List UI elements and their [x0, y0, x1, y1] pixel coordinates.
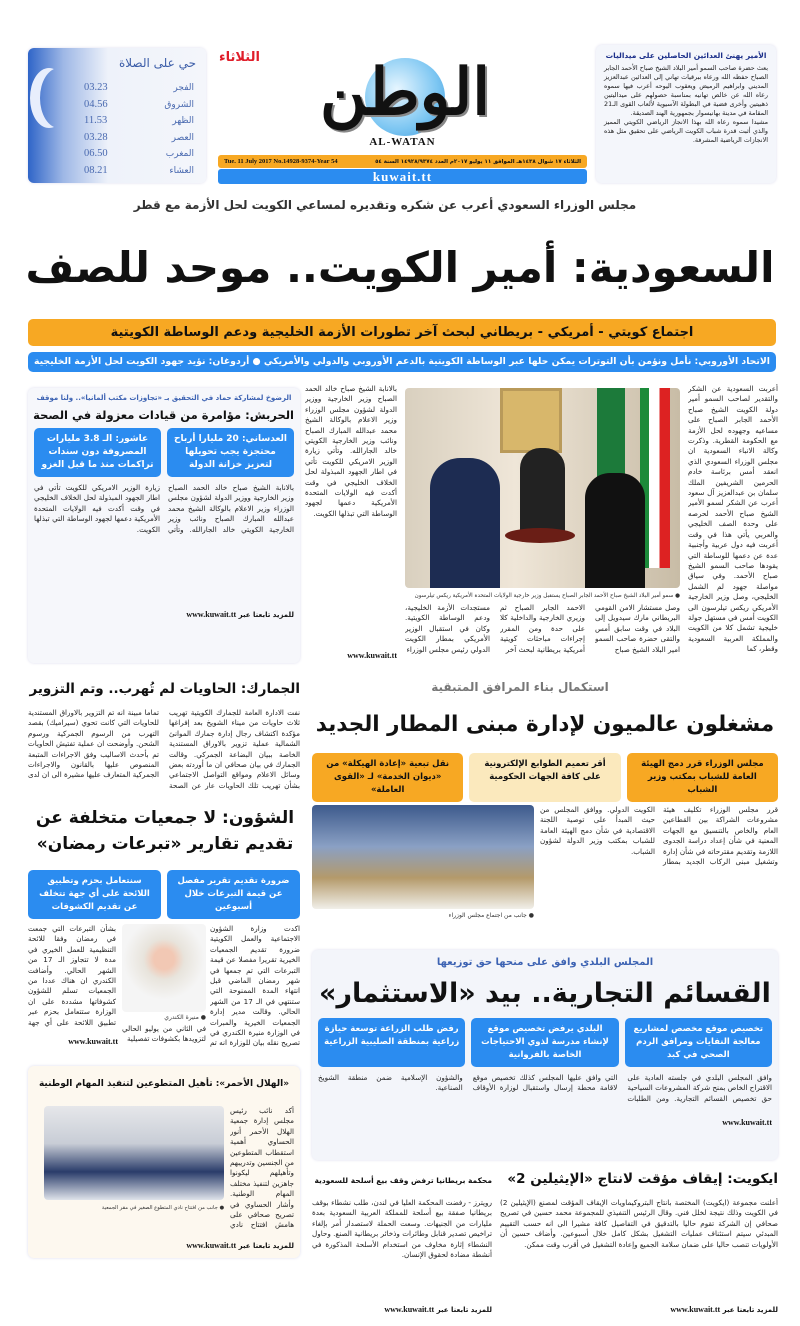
- charity-body-2: في الثاني من يوليو الحالي لتزويدها بكشوفات تفصيلية: [122, 1024, 206, 1044]
- lead-more-link[interactable]: www.kuwait.tt: [347, 651, 397, 660]
- airport-body: قرر مجلس الوزراء تكليف هيئة مشروعات الشراكة بين القطاعين العام والخاص بالتنسيق مع الجهات المعنية في شأن إعداد دراسة الجدوى اللازمة وتقديم مقترحاته في شأن إدارة وتشغيل مبنى الركاب الجديد بمطار الكويت الدولي. ووافق المجلس من حيث المبدأ على توصية اللجنة الاقتصادية في شأن دمج الهيئة العامة للشباب بمكتب وزير الدولة لشؤون الشباب.: [540, 805, 778, 867]
- lead-blue-bar: الاتحاد الأوروبي: نأمل ونؤمن بأن التوترات يمكن حلها عبر الوساطة الكويتية بالدعم الأوروبي والدولي والأمريكي ● أردوغان: نؤيد جهود الكويت لحل الأزمة الخليجية: [28, 352, 776, 372]
- lead-sub-column-1: وصل مستشار الامن القومي البريطاني مارك سيدويل إلى البلاد في وقت سابق أمس والتقى حضرة صاحب السمو امير البلاد الشيخ صباح: [595, 603, 680, 654]
- lead-sub-column-3: مستجدات الأزمة الخليجية، ودعم الوساطة الكويتية. وكان في استقبال الوزير الأمريكي بمطار الكويت الدولي رئيس مجلس الوزراء: [405, 603, 490, 654]
- airport-photo-caption: ● جانب من اجتماع مجلس الوزراء: [448, 912, 534, 919]
- airport-box-3: نقل تبعية «إعادة الهيكلة» من «ديوان الخدمة» لـ «القوى العاملة»: [312, 753, 463, 802]
- charity-photo-caption: ● منيرة الكندري: [164, 1014, 206, 1021]
- municipal-headline[interactable]: القسائم التجارية.. بيد «الاستثمار»: [319, 978, 771, 1009]
- municipal-box: [312, 950, 778, 1160]
- redcrescent-more-link[interactable]: للمزيد تابعنا عبر www.kuwait.tt: [186, 1241, 294, 1250]
- health-more-link[interactable]: للمزيد تابعنا عبر www.kuwait.tt: [186, 610, 294, 619]
- airport-box-2: أقر تعميم الطوابع الإلكترونية على كافة الجهات الحكومية: [469, 753, 620, 802]
- date-bar: [218, 155, 587, 168]
- charity-boxes: [28, 870, 300, 919]
- prayer-row: 04.56 الشروق: [84, 98, 194, 110]
- date-english: Tue. 11 July 2017 No.14928-9374-Year 54: [224, 158, 338, 165]
- prayer-row: 08.21 العشاء: [84, 164, 194, 176]
- health-headline[interactable]: الحربش: مؤامرة من قيادات معزولة في الصحة: [33, 408, 294, 422]
- lead-headline[interactable]: السعودية: أمير الكويت.. موحد للصف: [25, 243, 775, 292]
- lead-column-2: بالانابة الشيخ صباح خالد الحمد الصباح وزير الخارجية ووزير الدولة لشؤون مجلس الوزراء وزير الاعلام بالوكالة الشيخ محمد عبدالله المبارك الصباح ونائب وزير الخارجية الكويتي خالد الجارالله. وتأتي زيارة الوزير الامريكي للكويت تأتي في اطار الجهود المبذولة لحل الخلاف الخليجي في وقت أكدت فيه الولايات المتحدة الأمريكية دعمها لجهود الوساطة التي تبذلها الكويت.: [305, 384, 397, 518]
- municipal-box-2: البلدي يرفض تخصيص موقع لإنشاء مدرسة لذوي الاحتياجات الخاصة بالفروانية: [471, 1018, 618, 1067]
- top-story-title[interactable]: الأمير يهنئ العدائين الحاصلين على ميداليات: [605, 51, 767, 60]
- municipal-box-1: تخصيص موقع مخصص لمشاريع معالجة النفايات ومرافق الردم الصحي في كبد: [625, 1018, 772, 1067]
- date-arabic: الثلاثاء ١٧ شوال ١٤٣٨هـ الموافق ١١ يوليو ٢٠١٧م العدد ١٤٩٢٨/٩٣٧٤ السنة ٥٤: [375, 158, 581, 165]
- prayer-list: [84, 80, 194, 179]
- table: [505, 528, 575, 543]
- redcrescent-box: [28, 1066, 300, 1258]
- equate-more-link[interactable]: للمزيد تابعنا عبر www.kuwait.tt: [670, 1305, 778, 1314]
- moon-icon: [40, 68, 78, 128]
- uk-body: رويترز - رفضت المحكمة العليا في لندن، طلب نشطاء بوقف بريطانيا صفقة بيع أسلحة للمملكة العربية السعودية بعدة مليارات من الجنيهات. وسعت الحملة لاستصدار أمر بإلغاء تراخيص تصدير قنابل وطائرات وذخائر بريطانية الصنع. وحاول النشطاء إثارة مخاوف من استخدام الأسلحة المذكورة في أنشطة مضادة لحقوق الإنسان.: [312, 1198, 492, 1260]
- day-label: الثلاثاء: [219, 50, 260, 65]
- redcrescent-photo: [44, 1106, 224, 1200]
- lead-kicker: مجلس الوزراء السعودي أعرب عن شكره وتقديره لمساعي الكويت لحل الأزمة مع قطر: [133, 198, 637, 212]
- customs-body: نفت الادارة العامة للجمارك الكويتية تهريب ثلاث حاويات من ميناء الشويخ بعد إفراغها مؤكدة اكتشاف رجال إدارة جمارك الموانئ الشمالية عملية تزوير بالاوراق المستندية الخاصة ببيان البضاعة الجمركي. وقالت الجمارك في بيان صحافي ان ما أوردته بعض وسائل الاعلام ومواقع التواصل الاجتماعي بشأن تهريب تلك الحاويات عار عن الصحة تماما مبينة انه تم التزوير بالاوراق المستندية للحاويات التي كانت تحوي (سيراميك) بقصد التهرب من الرسوم الجمركية ورسوم الشحن. وأوضحت ان عملية تفتيش الحاويات تم بأحدث الاساليب وفق الاجراءات المتبعة المنصوص عليها بالقانون والاجراءات الجمركية المتعارف عليها مشيرة الى ان لدى: [28, 708, 300, 790]
- airport-photo: [312, 805, 534, 909]
- municipal-kicker: المجلس البلدي وافق على منحها حق توزيعها: [436, 957, 654, 968]
- lead-column-1: أعربت السعودية عن الشكر والتقدير لصاحب السمو أمير دولة الكويت الشيخ صباح الأحمد الجابر الصباح على مساعيه وجهوده لحل الأزمة مع الحكومة القطرية. وذكرت وكالة الانباء السعودية ان مجلس الوزراء السعودي الذي انعقد أمس برئاسة خادم الحرمين الشريفين الملك سلمان بن عبدالعزيز آل سعود أعرب عن الشكر لسمو الأمير الشيخ صباح الأحمد لحرصه على وحدة الصف الخليجي والعربي يأتي هذا في وقت أعربت فيه دول عربية وأجنبية عدة عن دعمها للوساطة التي يقودها صاحب السمو الشيخ صباح الأحمد. وفي سياق مواصلة جهود لم الشمل الخليجي، وصل وزير الخارجية الأمريكي ريكس تيلرسون الى الكويت أمس في مستهل جولة خليجية تشمل كلا من الكويت والمملكة العربية السعودية وقطر، كما: [688, 384, 778, 654]
- charity-photo: [122, 924, 206, 1012]
- health-box-right: العدساني: 20 مليارا أرباح محتجزة يجب تحويلها لتعزيز خزانة الدولة: [167, 428, 294, 477]
- uk-more-link[interactable]: للمزيد تابعنا عبر www.kuwait.tt: [384, 1305, 492, 1314]
- municipal-box-3: رفض طلب الزراعة توسعة حيازة زراعية بمنطقة الصليبية الزراعية: [318, 1018, 465, 1067]
- logo-arabic: الوطن: [320, 55, 490, 130]
- health-body: بالانابة الشيخ صباح خالد الحمد الصباح وزير الخارجية ووزير الدولة لشؤون مجلس الوزراء وزير الاعلام بالوكالة الشيخ محمد عبدالله المبارك الصباح ونائب وزير الخارجية الكويتي خالد الجارالله. وتأتي زيارة الوزير الامريكي للكويت تأتي في اطار الجهود المبذولة لحل الخلاف الخليجي في وقت أكدت فيه الولايات المتحدة الأمريكية دعمها لجهود الوساطة التي تبذلها الكويت.: [34, 483, 294, 534]
- municipal-body: وافق المجلس البلدي في جلسته العادية على الاقتراح الخاص بمنح شركة المشروعات السياحية حق تخصيص القسائم التجارية. ومن الطلبات التي وافق عليها المجلس كذلك تخصيص موقع لاقامة محطة إرسال واستقبال لوزارة الأوقاف والشؤون الإسلامية ضمن منطقة الشويخ الصناعية.: [318, 1073, 772, 1103]
- masthead-logo[interactable]: [215, 48, 590, 153]
- redcrescent-headline[interactable]: «الهلال الأحمر»: تأهيل المتطوعين لتنفيذ المهام الوطنية: [38, 1079, 290, 1089]
- prayer-title: حي على الصلاة: [118, 56, 196, 70]
- redcrescent-photo-caption: ● جانب من افتتاح نادي المتطوع الصغير في مقر الجمعية: [101, 1205, 224, 1211]
- prayer-row: 03.28 العصر: [84, 131, 194, 143]
- municipal-more-link[interactable]: www.kuwait.tt: [722, 1118, 772, 1127]
- top-story-body-2: مشيدا سموه رعاه الله بهذا الانجاز الرياضي الكويتي المميز والذي أثبت قدرة شباب الكويت الرياضي على تحقيق مثل هذه الانجازات الرياضية المشرفة.: [604, 118, 768, 144]
- top-story-body: بعث حضرة صاحب السمو أمير البلاد الشيخ صباح الأحمد الجابر الصباح حفظه الله ورعاه ببرقيات تهاني إلى العدائين عبدالعزيز المديني وابراهيم الرميض ويعقوب اليوحه أعرب فيها سموه رعاه الله عن خالص تهانيه بمناسبة حصولهم على ميداليتين ذهبيتين وأخرى فضية في البطولة الآسيوية لألعاب القوى الـ21 المقامة في مدينة بهانيسوار بجمهورية الهند الصديقة.: [604, 64, 768, 117]
- person-right: [585, 473, 645, 588]
- lead-photo-caption: ● سمو أمير البلاد الشيخ صباح الأحمد الجابر الصباح يستقبل وزير خارجية الولايات المتحدة الأمريكية ريكس تيلرسون: [414, 593, 680, 599]
- charity-box-right: ضرورة تقديم تقرير مفصل عن قيمة التبرعات خلال أسبوعين: [167, 870, 300, 919]
- site-link[interactable]: kuwait.tt: [218, 169, 587, 184]
- airport-boxes: [312, 753, 778, 802]
- charity-body-1: اكدت وزارة الشؤون الاجتماعية والعمل الكويتية ضرورة تقديم الجمعيات الخيرية تقريرا مفصلا عن قيمة التبرعات التي تم جمعها في شهر رمضان الماضي قبل انتهاء المدة الممنوحة التي ستنتهي في الـ 17 من الشهر الحالي. وقالت مدير إدارة الجمعيات الخيرية والمبرات في الوزارة منيرة الكندري في تصريح نقله بيان للوزارة انه تم: [210, 924, 300, 1048]
- person-center: [520, 448, 565, 538]
- lead-sub-column-2: الاحمد الجابر الصباح ثم وزيري الخارجية والداخلية كلا على حدة ومن المقرر إجراءات مباحثات كويتية أمريكية بريطانية لبحث آخر: [500, 603, 585, 654]
- redcrescent-body: أكد نائب رئيس مجلس إدارة جمعية الهلال الأحمر أنور الحساوي أهمية استقطاب المتطوعين من الجنسين وتدريبهم وتأهيلهم ليكونوا جاهزين لتنفيذ مختلف المهام الوطنية. وأشار الحساوي في تصريح صحافي على هامش افتتاح نادي: [230, 1106, 294, 1230]
- charity-box-left: سنتعامل بحزم وتطبيق اللائحة على أي جهة تتخلف عن تقديم الكشوفات: [28, 870, 161, 919]
- charity-headline[interactable]: الشؤون: لا جمعيات متخلفة عن تقديم تقارير «تبرعات رمضان»: [35, 808, 295, 854]
- top-story-box: [596, 45, 776, 183]
- airport-headline[interactable]: مشغلون عالميون لإدارة مبنى المطار الجديد: [315, 712, 775, 737]
- airport-box-1: مجلس الوزراء قرر دمج الهيئة العامة للشباب بمكتب وزير الشباب: [627, 753, 778, 802]
- health-box-left: عاشور: الـ 3.8 مليارات المصروفة دون سندات تراكمات منذ ما قبل الغزو: [34, 428, 161, 477]
- prayer-row: 11.53 الظهر: [84, 115, 194, 126]
- prayer-row: 03.23 الفجر: [84, 82, 194, 93]
- airport-kicker: استكمال بناء المرافق المتبقية: [431, 680, 609, 694]
- charity-more-link[interactable]: www.kuwait.tt: [68, 1037, 118, 1046]
- prayer-row: 06.50 المغرب: [84, 148, 194, 159]
- lead-orange-bar: اجتماع كويتي - أمريكي - بريطاني لبحث آخر تطورات الأزمة الخليجية ودعم الوساطة الكويتية: [28, 319, 776, 346]
- customs-headline[interactable]: الجمارك: الحاويات لم تُهرب.. وتم التزوير: [29, 681, 300, 697]
- health-kicker: الرضوخ لمشاركة حماد في التحقيق بـ «تجاوزات مكتب ألمانيا».. ولنا موقف: [36, 394, 292, 402]
- equate-headline[interactable]: ايكويت: إيقاف مؤقت لانتاج «الإيثيلين 2»: [507, 1171, 778, 1187]
- health-box: [28, 388, 300, 663]
- charity-body-3: بشأن التبرعات التي جمعت في رمضان وفقا للائحة التنظيمية للعمل الخيري في مدة لا تتجاوز الـ 17 من الشهر الحالي. وأضافت الكندري ان هناك عددا من الجمعيات تسلم للشؤون كشوفاتها مشددة على ان الوزارة ستتعامل بحزم عبر تطبيق اللائحة على أي جهة: [28, 924, 116, 1027]
- uk-headline[interactable]: محكمة بريطانيا ترفض وقف بيع أسلحة للسعودية: [314, 1176, 492, 1185]
- equate-body: أعلنت مجموعة (ايكويت) المختصة بانتاج البتروكيماويات الإيقاف المؤقت لمصنع (الإيثيلين 2) في الكويت وذلك نتيجة لخلل فني. وقال الرئيس التنفيذي للمجموعة محمد حسين في تصريح صحافي إن الشركة تقوم حاليا بالتدقيق في التفاصيل كافة مشيرا الى انه حسب التقييم المبدئي سيتم استئناف عمليات التشغيل بشكل كامل خلال أسبوعين. وأضاف حسين أن الأولويات تنصب حاليا على ضمان سلامة الجميع وإعادة التشغيل في أقرب وقت ممكن.: [500, 1198, 778, 1249]
- person-left: [430, 458, 500, 588]
- prayer-times-box: [28, 48, 206, 183]
- portrait-frame: [500, 388, 562, 453]
- logo-english: AL-WATAN: [369, 136, 436, 148]
- lead-photo: [405, 388, 680, 588]
